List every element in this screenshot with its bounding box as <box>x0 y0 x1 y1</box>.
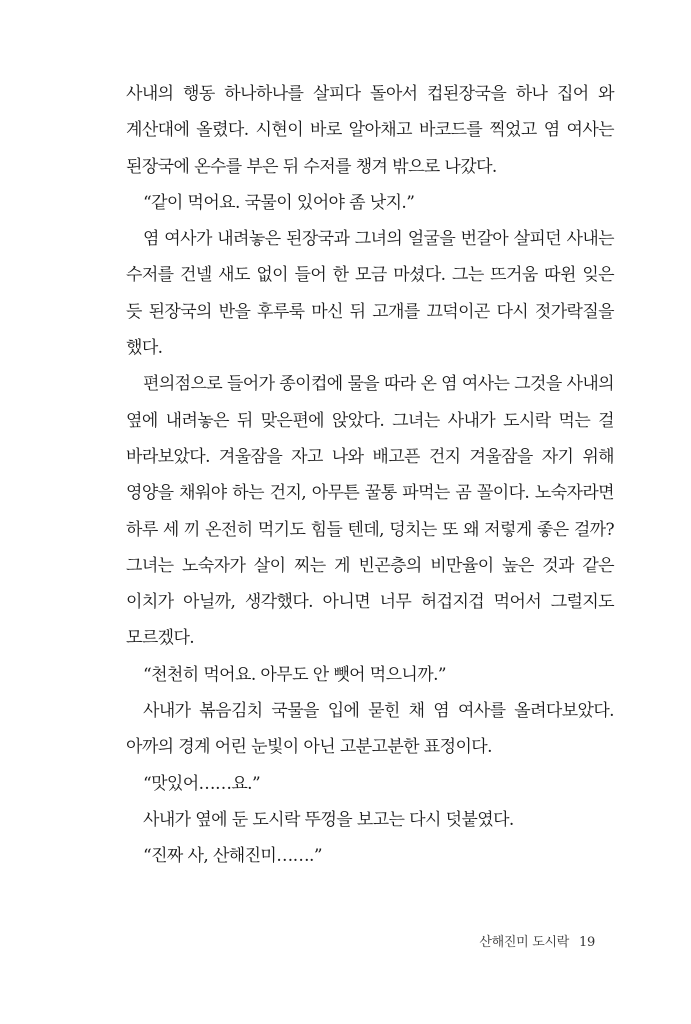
paragraph-1: 사내의 행동 하나하나를 살피다 돌아서 컵된장국을 하나 집어 와 계산대에 올렸다. 시현이 바로 알아채고 바코드를 찍었고 염 여사는 된장국에 온수를 부은 뒤 수저를 챙겨 밖으로 나갔다. <box>126 84 614 177</box>
paragraph-2-dialogue: “같이 먹어요. 국물이 있어야 좀 낫지.” <box>143 192 415 213</box>
page-number: 19 <box>579 935 595 950</box>
paragraph-6: 사내가 볶음김치 국물을 입에 묻힌 채 염 여사를 올려다보았다. 아까의 경계 어린 눈빛이 아닌 고분고분한 표정이다. <box>126 701 614 758</box>
page-footer <box>479 931 595 950</box>
paragraph-9-dialogue: “진짜 사, 산해진미…….” <box>143 846 322 867</box>
body-text <box>126 76 614 875</box>
paragraph-7-dialogue: “맛있어……요.” <box>143 773 261 794</box>
paragraph-4: 편의점으로 들어가 종이컵에 물을 따라 온 염 여사는 그것을 사내의 옆에 내려놓은 뒤 맞은편에 앉았다. 그녀는 사내가 도시락 먹는 걸 바라보았다. 겨울잠을 자고 나와 배고픈 건지 겨울잠을 자기 위해 영양을 채워야 하는 건지, 아무튼 꿀통 파먹는 곰 꼴이다. 노숙자라면 하루 세 끼 온전히 먹기도 힘들 텐데, 덩치는 또 왜 저렇게 좋은 걸까? 그녀는 노숙자가 살이 찌는 게 빈곤층의 비만율이 높은 것과 같은 이치가 아닐까, 생각했다. 아니면 너무 허겁지겁 먹어서 그럴지도 모르겠다. <box>126 374 614 649</box>
paragraph-3: 염 여사가 내려놓은 된장국과 그녀의 얼굴을 번갈아 살피던 사내는 수저를 건넬 새도 없이 들어 한 모금 마셨다. 그는 뜨거움 따윈 잊은 듯 된장국의 반을 후루룩 마신 뒤 고개를 끄덕이곤 다시 젓가락질을 했다. <box>126 229 614 359</box>
running-title: 산해진미 도시락 <box>479 935 570 950</box>
paragraph-5-dialogue: “천천히 먹어요. 아무도 안 뺏어 먹으니까.” <box>143 664 446 685</box>
paragraph-8: 사내가 옆에 둔 도시락 뚜껑을 보고는 다시 덧붙였다. <box>143 809 514 830</box>
